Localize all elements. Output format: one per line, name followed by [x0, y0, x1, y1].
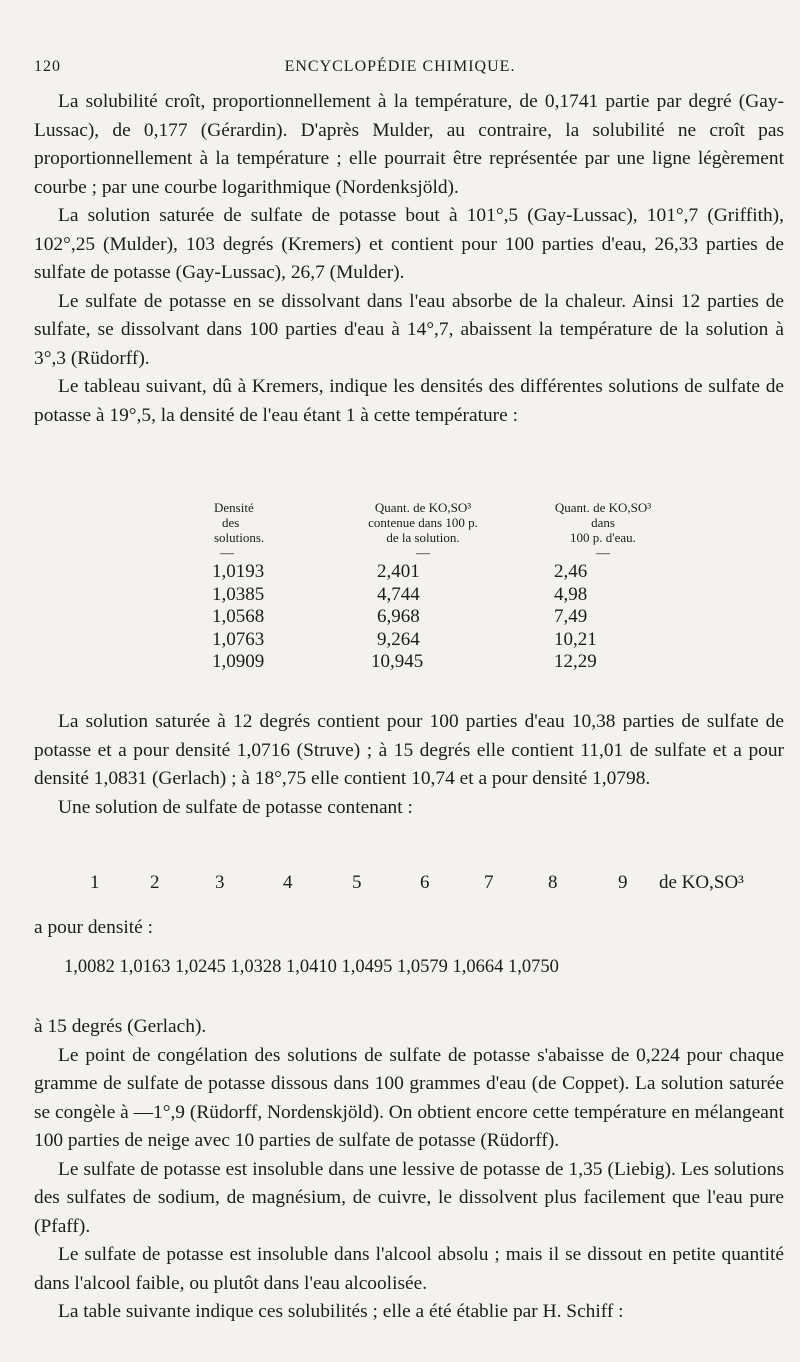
density-table [168, 500, 688, 674]
body-text-top [34, 88, 784, 430]
paragraph: Le sulfate de potasse est insoluble dans l'alcool absolu ; mais il se dissout en petite quantité dans l'alcool faible, ou plutôt dans l'eau alcoolisée. [34, 1244, 784, 1294]
paragraph: à 15 degrés (Gerlach). [34, 1016, 207, 1037]
concentration-value: 9 [618, 872, 628, 893]
density-intro: a pour densité : [34, 917, 154, 938]
table-row: 1,0909 10,945 12,29 [212, 651, 597, 673]
paragraph: Le point de congélation des solutions de sulfate de potasse s'abaisse de 0,224 pour chaque gramme de sulfate de potasse dissous dans 100 grammes d'eau (de Coppet). La solution saturée se congèle à —1°,9 (Rüdorff, Nordenskjöld). On obtient encore cette température en mélangeant 100 parties de neige avec 10 parties de sulfate de potasse (Rüdorff). [34, 1044, 784, 1151]
paragraph: Le sulfate de potasse en se dissolvant dans l'eau absorbe de la chaleur. Ainsi 12 parties de sulfate, se dissolvant dans 100 parties d'eau à 14°,7, abaissent la température de la solution à 3°,3 (Rüdorff). [34, 290, 784, 369]
header-density: Densité des solutions. [214, 500, 265, 545]
concentration-value: 6 [420, 872, 430, 893]
concentration-value: 8 [548, 872, 558, 893]
table-row: 1,0763 9,264 10,21 [212, 628, 597, 650]
concentration-value: 3 [215, 872, 225, 893]
paragraph: La solution saturée de sulfate de potasse bout à 101°,5 (Gay-Lussac), 101°,7 (Griffith), 102°,25 (Mulder), 103 degrés (Kremers) et contient pour 100 parties d'eau, 26,33 parties de sulfate de potasse (Gay-Lussac), 26,7 (Mulder). [34, 205, 784, 283]
page-number: 120 [34, 58, 61, 75]
dash-row: — — — [220, 546, 610, 561]
paragraph: La solubilité croît, proportionnellement à la température, de 0,1741 partie par degré (Gay-Lussac), de 0,177 (Gérardin). D'après Mulder, au contraire, la solubilité ne croît pas proportionnellement à la température ; elle pourrait être représentée par une ligne légèrement courbe ; par une courbe logarithmique (Nordenksjöld). [34, 91, 784, 198]
concentration-value: 2 [150, 872, 160, 893]
paragraph: Une solution de sulfate de potasse contenant : [58, 796, 413, 818]
header-quantity-water: Quant. de KO,SO³ dans 100 p. d'eau. [554, 500, 652, 545]
table-row: 1,0193 2,401 2,46 [212, 561, 588, 582]
density-intro-block [34, 914, 784, 943]
concentration-value: 4 [283, 872, 293, 893]
concentration-line [34, 872, 784, 896]
table-row: 1,0568 6,968 7,49 [212, 606, 588, 628]
running-title: ENCYCLOPÉDIE CHIMIQUE. [284, 58, 516, 75]
concentration-value: 7 [484, 872, 494, 893]
table-row: 1,0385 4,744 4,98 [212, 583, 588, 605]
paragraph: La table suivante indique ces solubilités ; elle a été établie par H. Schiff : [58, 1301, 624, 1322]
density-values-line: 1,0082 1,0163 1,0245 1,0328 1,0410 1,0495 1,0579 1,0664 1,0750 [64, 957, 559, 977]
paragraph: Le tableau suivant, dû à Kremers, indique les densités des différentes solutions de sulfate de potasse à 19°,5, la densité de l'eau étant 1 à cette température : [34, 376, 784, 426]
table-header [168, 500, 688, 545]
concentration-unit: de KO,SO³ [659, 872, 744, 893]
paragraph: La solution saturée à 12 degrés contient pour 100 parties d'eau 10,38 parties de sulfate de potasse et a pour densité 1,0716 (Struve) ; à 15 degrés elle contient 11,01 de sulfate et a pour densité 1,0831 (Gerlach) ; à 18°,75 elle contient 10,74 et a pour densité 1,0798. [34, 711, 784, 789]
concentration-value: 1 [90, 872, 100, 893]
page-header [34, 58, 766, 80]
body-text-bottom [34, 1013, 784, 1327]
paragraph: Le sulfate de potasse est insoluble dans une lessive de potasse de 1,35 (Liebig). Les solutions des sulfates de sodium, de magnésium, de cuivre, le dissolvent plus facilement que l'eau pure (Pfaff). [34, 1158, 784, 1237]
concentration-value: 5 [352, 872, 362, 893]
header-quantity-solution: Quant. de KO,SO³ contenue dans 100 p. de la solution. [368, 500, 478, 545]
body-text-mid [34, 708, 784, 822]
